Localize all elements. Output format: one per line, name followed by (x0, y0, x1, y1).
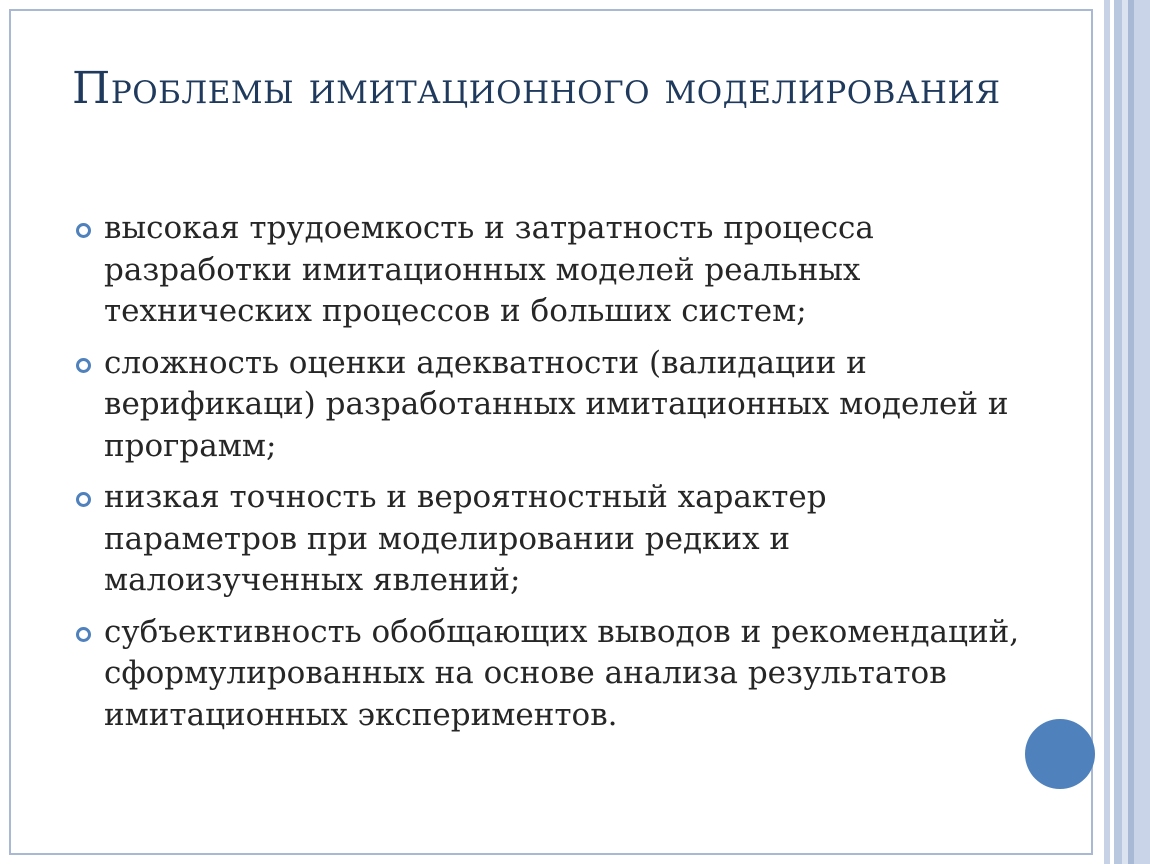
decorative-stripes (1104, 0, 1150, 864)
ring-bullet-icon (76, 492, 91, 507)
bullet-item (76, 208, 1026, 333)
circle-decoration (1025, 719, 1095, 789)
bullet-text: низкая точность и вероятностный характер параметров при моделировании редких и малоизученных явлений; (104, 479, 827, 598)
slide-title: Проблемы имитационного моделирования (72, 63, 1001, 114)
bullet-text: сложность оценки адекватности (валидации и верификаци) разработанных имитационных моделей и программ; (104, 344, 1009, 464)
bullet-text: высокая трудоемкость и затратность процесса разработки имитационных моделей реальных технических процессов и больших систем; (104, 210, 874, 329)
ring-bullet-icon (76, 358, 91, 373)
bullet-list (76, 208, 1026, 746)
bullet-item (76, 343, 1026, 468)
ring-bullet-icon (76, 223, 91, 238)
bullet-item (76, 477, 1026, 602)
ring-bullet-icon (76, 627, 91, 642)
bullet-text: субъективность обобщающих выводов и рекомендаций, сформулированных на основе анализа результатов имитационных экспериментов. (104, 613, 1020, 733)
bullet-item (76, 612, 1026, 737)
